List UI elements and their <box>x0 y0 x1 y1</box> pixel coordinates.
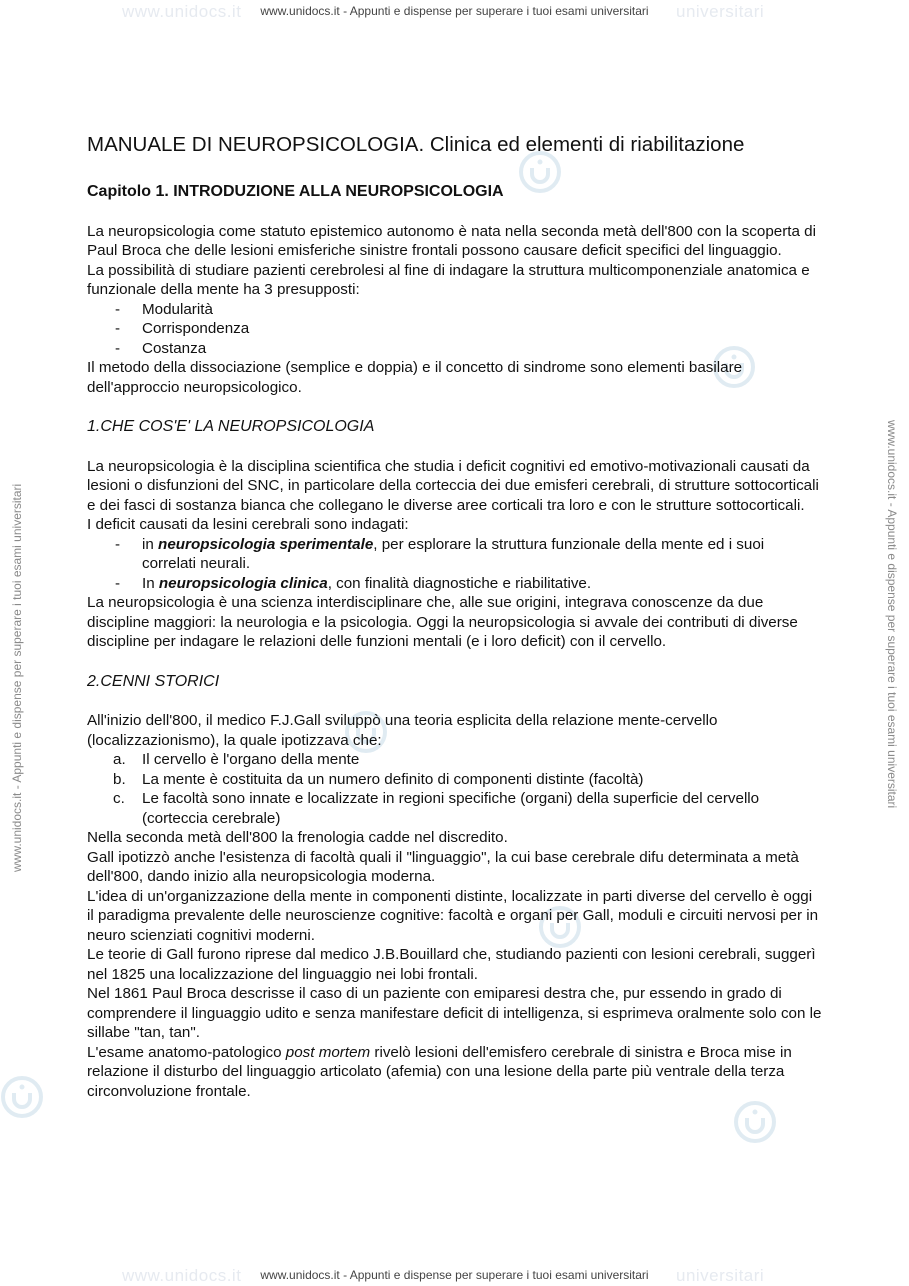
document-title: MANUALE DI NEUROPSICOLOGIA. Clinica ed elementi di riabilitazione <box>87 133 745 156</box>
list-marker: a. <box>113 751 126 768</box>
paragraph-text: L'esame anatomo-patologico <box>87 1043 286 1061</box>
list-item: - Modularità <box>87 300 822 320</box>
paragraph: L'idea di un'organizzazione della mente in componenti distinte, localizzate in parti diverse del cervello è oggi il paradigma prevalente delle neuroscienze cognitive: facoltà e organi per Gall, moduli e circuiti nervosi per in neuro scienziati cognitivi moderni. <box>87 887 819 944</box>
list-item-text: Il cervello è l'organo della mente <box>142 751 360 768</box>
list-item-text: in <box>142 535 159 553</box>
paragraph: Gall ipotizzò anche l'esistenza di facoltà quali il "linguaggio", la cui base cerebrale difu determinata a metà dell'800, dando inizio alla neuropsicologia moderna. <box>87 848 799 885</box>
list-item-text: Le facoltà sono innate e localizzate in regioni specifiche (organi) della superficie del cervello (corteccia cerebrale) <box>142 790 760 827</box>
chapter-heading: Capitolo 1. INTRODUZIONE ALLA NEUROPSICOLOGIA <box>87 183 504 200</box>
watermark-banner-bottom: www.unidocs.it - Appunti e dispense per superare i tuoi esami universitari <box>260 1268 649 1282</box>
paragraph: Nella seconda metà dell'800 la frenologia cadde nel discredito. <box>87 829 508 846</box>
watermark-banner-top: www.unidocs.it - Appunti e dispense per superare i tuoi esami universitari <box>260 4 649 18</box>
emphasis-term: post mortem <box>285 1043 371 1061</box>
paragraph: Le teorie di Gall furono riprese dal medico J.B.Bouillard che, studiando pazienti con lesioni cerebrali, suggerì nel 1825 una localizzazione del linguaggio nei lobi frontali. <box>87 946 816 983</box>
paragraph: I deficit causati da lesini cerebrali sono indagati: <box>87 516 409 533</box>
paragraph: Nel 1861 Paul Broca descrisse il caso di un paziente con emiparesi destra che, pur essendo in grado di comprendere il linguaggio udito e senza manifestare deficit di intelligenza, si esprimeva oralmente solo con le sillabe "tan, tan". <box>87 985 822 1041</box>
paragraph-text: rivelò lesioni dell'emisfero cerebrale di sinistra e Broca mise in relazione il disturbo del linguaggio articolato (afemia) con una lesione della parte più ventrale della terza circonvoluzione frontale. <box>87 1043 792 1100</box>
paragraph <box>87 1043 822 1102</box>
section-heading: 2.CENNI STORICI <box>87 672 220 690</box>
paragraph: La possibilità di studiare pazienti cerebrolesi al fine di indagare la struttura multicomponenziale anatomica e funzionale della mente ha 3 presupposti: <box>87 261 810 298</box>
paragraph: La neuropsicologia è una scienza interdisciplinare che, alle sue origini, integrava conoscenze da due discipline maggiori: la neurologia e la psicologia. Oggi la neuropsicologia si avvale dei contributi di diverse discipline per indagare le relazioni delle funzioni mentali (e i loro deficit) con il cervello. <box>87 594 798 650</box>
watermark-ghost-top-right: universitari <box>676 2 765 21</box>
emphasis-term: neuropsicologia sperimentale <box>158 535 374 553</box>
watermark-ghost-top-left: www.unidocs.it <box>122 2 242 21</box>
list-item-text: La mente è costituita da un numero definito di componenti distinte (facoltà) <box>142 770 644 788</box>
list-item <box>87 574 822 594</box>
list-marker: c. <box>113 790 125 807</box>
unidocs-logo-icon <box>0 1075 44 1119</box>
list-item: - Corrispondenza <box>87 319 822 339</box>
gall-hypotheses-list <box>87 750 822 828</box>
research-areas-list <box>87 535 822 594</box>
list-item <box>87 750 822 770</box>
list-item-text: , con finalità diagnostiche e riabilitative. <box>327 574 592 592</box>
document-body <box>87 132 822 1101</box>
paragraph: All'inizio dell'800, il medico F.J.Gall sviluppò una teoria esplicita della relazione mente-cervello (localizzazionismo), la quale ipotizzava che: <box>87 712 718 749</box>
section-heading: 1.CHE COS'E' LA NEUROPSICOLOGIA <box>87 418 375 435</box>
list-item-text: , per esplorare la struttura funzionale della mente ed i suoi correlati neurali. <box>142 535 765 572</box>
watermark-side-right: www.unidocs.it - Appunti e dispense per superare i tuoi esami universitari <box>885 420 899 809</box>
unidocs-logo-icon <box>733 1100 777 1144</box>
paragraph: La neuropsicologia è la disciplina scientifica che studia i deficit cognitivi ed emotivo-motivazionali causati da lesioni o disfunzioni del SNC, in particolare della corteccia dei due emisferi cerebrali, di strutture sottocorticali e dei fasci di sostanza bianca che collegano le diverse aree corticali tra loro e con le strutture sottocorticali. <box>87 457 819 514</box>
watermark-side-left: www.unidocs.it - Appunti e dispense per superare i tuoi esami universitari <box>10 483 24 872</box>
paragraph: Il metodo della dissociazione (semplice e doppia) e il concetto di sindrome sono elementi basilare dell'approccio neuropsicologico. <box>87 359 743 396</box>
list-item <box>87 770 822 790</box>
watermark-ghost-bottom-left: www.unidocs.it <box>122 1266 242 1285</box>
premises-list <box>87 300 822 359</box>
list-marker: b. <box>113 770 126 788</box>
list-item-text: In <box>142 574 159 592</box>
paragraph: La neuropsicologia come statuto epistemico autonomo è nata nella seconda metà dell'800 con la scoperta di Paul Broca che delle lesioni emisferiche sinistre frontali possono causare deficit specifici del linguaggio. <box>87 222 816 259</box>
list-item: - Costanza <box>87 339 822 359</box>
list-item <box>87 789 822 828</box>
list-item <box>87 535 822 574</box>
emphasis-term: neuropsicologia clinica <box>158 574 328 592</box>
watermark-ghost-bottom-right: universitari <box>676 1266 765 1285</box>
